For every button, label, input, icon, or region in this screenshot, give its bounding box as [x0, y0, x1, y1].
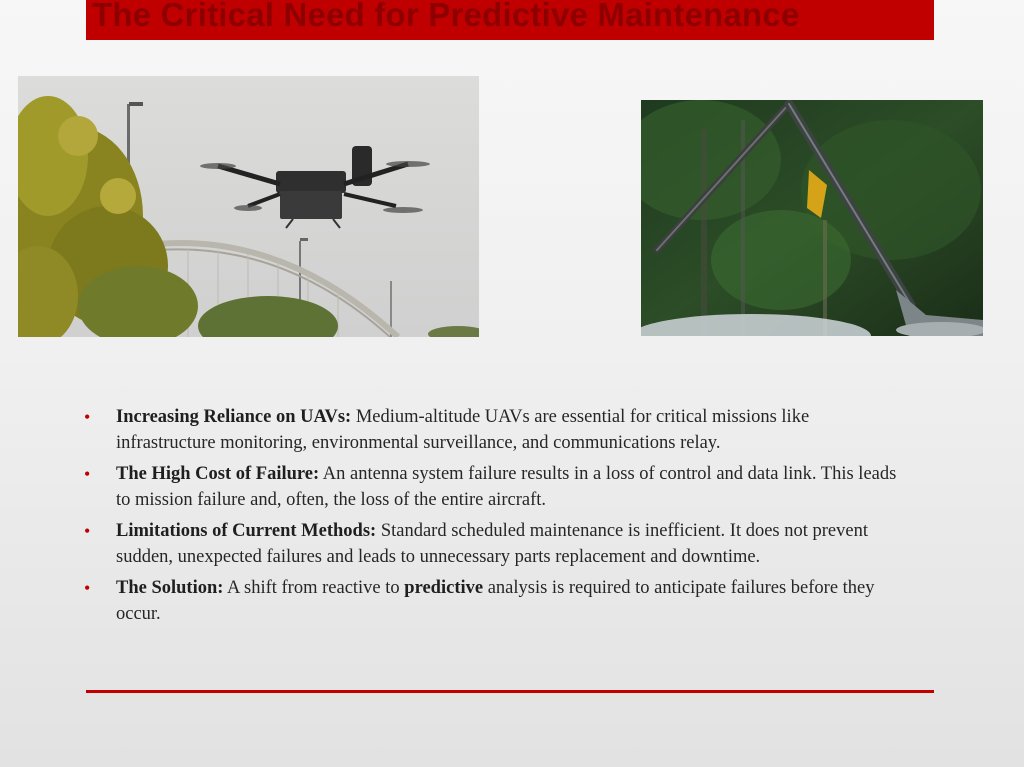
bullet-heading: Increasing Reliance on UAVs:	[116, 407, 352, 427]
bullet-marker: •	[84, 521, 91, 541]
bullet-emphasis: predictive	[404, 578, 484, 598]
bullet-text: An antenna system failure results in a loss of control and data link. This leads to mission failure and, often, the loss of the entire aircraft.	[116, 464, 897, 510]
bullet-heading: The High Cost of Failure:	[116, 464, 320, 484]
drone-image	[18, 76, 479, 337]
bullet-marker: •	[84, 578, 91, 598]
antenna-photo	[641, 100, 983, 336]
bullet-marker: •	[84, 407, 91, 427]
bottom-divider	[86, 690, 934, 693]
bullet-item	[84, 461, 904, 513]
bullet-item	[84, 518, 904, 570]
bullet-text: Standard scheduled maintenance is inefficient. It does not prevent sudden, unexpected failures and leads to unnecessary parts replacement and downtime.	[116, 521, 868, 567]
antenna-image	[641, 100, 983, 336]
title-bar	[86, 0, 934, 40]
bullet-heading: The Solution:	[116, 578, 224, 598]
bullet-heading: Limitations of Current Methods:	[116, 521, 377, 541]
bullet-text: Medium-altitude UAVs are essential for critical missions like infrastructure monitoring, environmental surveillance, and communications relay.	[116, 407, 810, 453]
bullet-marker: •	[84, 464, 91, 484]
bullet-text: analysis is required to anticipate failures before they occur.	[116, 578, 875, 624]
drone-photo	[18, 76, 479, 337]
slide-title: The Critical Need for Predictive Maintenance	[92, 0, 800, 33]
bullet-text: A shift from reactive to	[223, 578, 405, 598]
bullet-list	[84, 404, 904, 632]
bullet-item	[84, 575, 904, 627]
bullet-item	[84, 404, 904, 456]
